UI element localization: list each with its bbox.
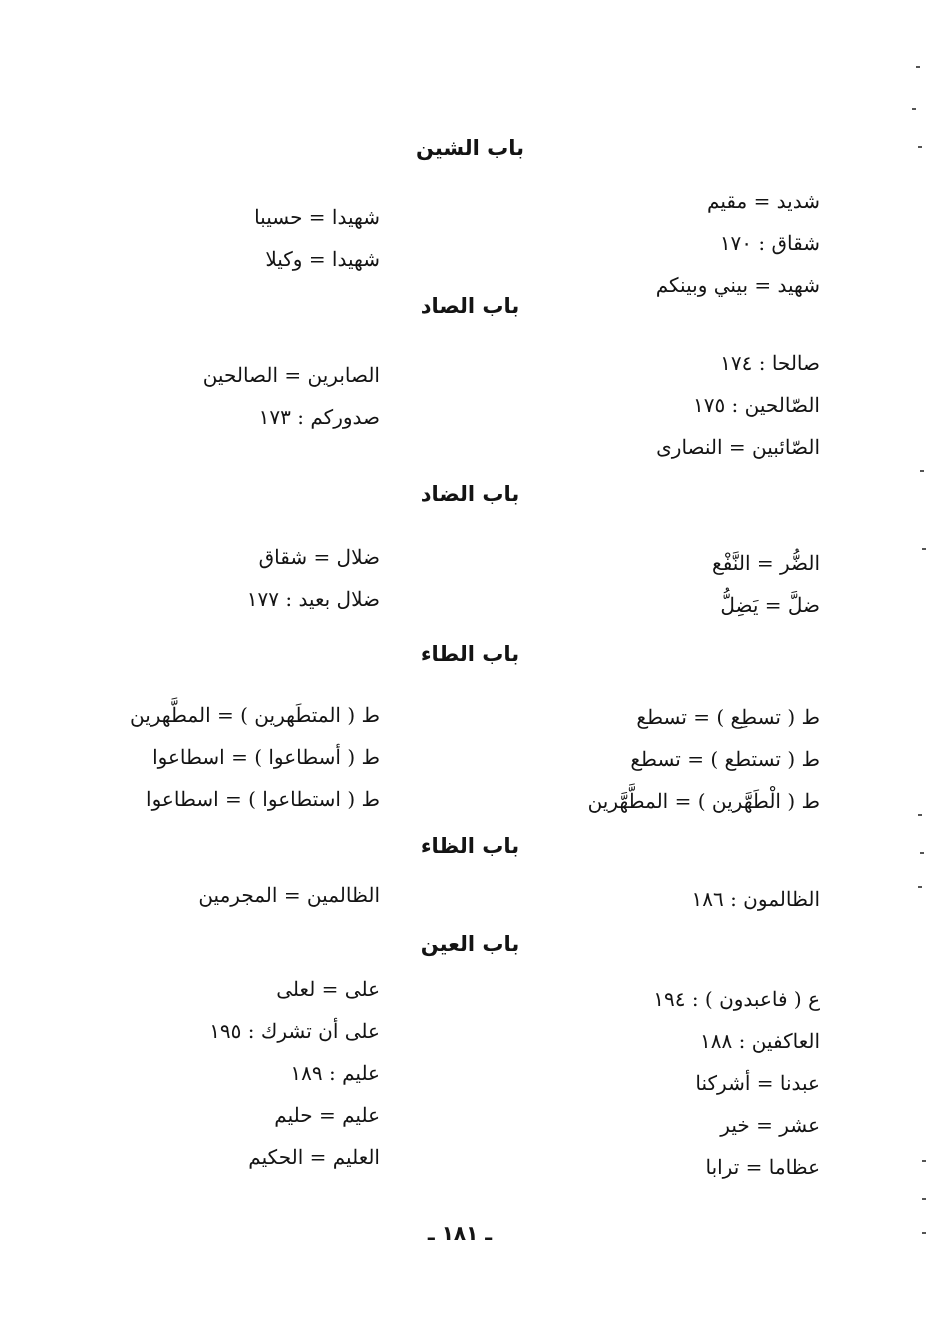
- section-heading-sad: باب الصاد: [420, 294, 520, 318]
- scan-speck: [916, 66, 920, 68]
- entry: ط ( تستطع ) = تسطع: [630, 747, 820, 771]
- entry: عشر = خير: [720, 1113, 820, 1137]
- scan-speck: [918, 814, 922, 816]
- scan-speck: [918, 886, 922, 888]
- entry: شقاق : ١٧٠: [719, 231, 820, 255]
- entry: الضُّر = النَّفْع: [712, 551, 820, 575]
- entry: العاكفين : ١٨٨: [700, 1029, 820, 1053]
- entries-right-taa: [520, 696, 820, 822]
- scan-speck: [918, 146, 922, 148]
- entries-left-taa: [80, 694, 380, 820]
- entry: عليم = حليم: [274, 1103, 380, 1127]
- entry: شهيدا = وكيلا: [265, 247, 380, 271]
- entry: شديد = مقيم: [707, 189, 820, 213]
- section-heading-dad: باب الضاد: [420, 482, 520, 506]
- section-heading-dhaa: باب الظاء: [420, 834, 520, 858]
- entries-left-sheen: [80, 196, 380, 280]
- entry: على أن تشرك : ١٩٥: [209, 1019, 380, 1043]
- scan-speck: [920, 470, 924, 472]
- entry: عبدنا = أشركنا: [695, 1071, 820, 1095]
- entry: الصّالحين : ١٧٥: [692, 393, 820, 417]
- entry: ع ( فاعبدون ) : ١٩٤: [653, 987, 820, 1011]
- page-number: ـ ١٨١ ـ: [427, 1221, 493, 1245]
- entry: صالحا : ١٧٤: [720, 351, 820, 375]
- entry: ط ( أسطاعوا ) = اسطاعوا: [152, 745, 380, 769]
- entry: شهيدا = حسيبا: [254, 205, 380, 229]
- entry: ط ( المتطَهرين ) = المطَّهرين: [129, 703, 380, 727]
- entry: شهيد = بيني وبينكم: [655, 273, 820, 297]
- scan-speck: [922, 1232, 926, 1234]
- entry: عظاما = ترابا: [705, 1155, 820, 1179]
- entries-left-dad: [80, 536, 380, 620]
- entries-left-dhaa: [80, 874, 380, 916]
- entries-right-dhaa: [520, 878, 820, 920]
- entry: ط ( الْطَهَّرين ) = المطَّهَّرين: [587, 789, 820, 813]
- entry: على = لعلى: [276, 977, 380, 1001]
- entry: الصّائبين = النصارى: [656, 435, 820, 459]
- scan-speck: [922, 548, 926, 550]
- entry: صدوركم : ١٧٣: [258, 405, 380, 429]
- entry: العليم = الحكيم: [248, 1145, 380, 1169]
- entry: ضلال = شقاق: [258, 545, 380, 569]
- entries-right-sad: [520, 342, 820, 468]
- scan-speck: [922, 1198, 926, 1200]
- entry: ضلَّ = يَضِلُّ: [720, 593, 820, 617]
- scan-speck: [922, 1160, 926, 1162]
- section-heading-sheen: باب الشين: [415, 136, 525, 160]
- entry: الظالمون : ١٨٦: [691, 887, 820, 911]
- entries-right-ain: [520, 978, 820, 1188]
- section-heading-taa: باب الطاء: [420, 642, 520, 666]
- entry: عليم : ١٨٩: [290, 1061, 380, 1085]
- entry: الصابرين = الصالحين: [202, 363, 380, 387]
- entries-right-sheen: [520, 180, 820, 306]
- entries-left-ain: [80, 968, 380, 1178]
- scan-speck: [912, 108, 916, 110]
- entry: ط ( استطاعوا ) = اسطاعوا: [146, 787, 380, 811]
- section-heading-ain: باب العين: [420, 932, 520, 956]
- entry: ضلال بعيد : ١٧٧: [246, 587, 380, 611]
- entries-left-sad: [80, 354, 380, 438]
- entries-right-dad: [520, 542, 820, 626]
- scan-speck: [920, 852, 924, 854]
- entry: الظالمين = المجرمين: [198, 883, 380, 907]
- entry: ط ( تسطِع ) = تسطع: [636, 705, 820, 729]
